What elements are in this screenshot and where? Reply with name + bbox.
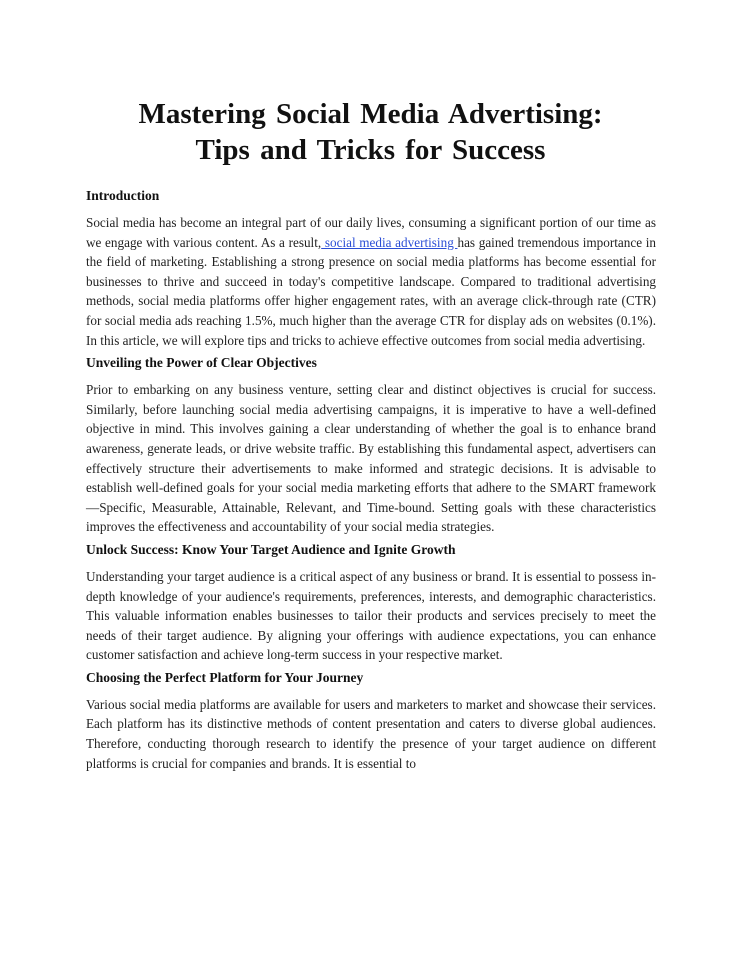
section-heading-introduction: Introduction xyxy=(86,188,160,203)
section-heading-platform: Choosing the Perfect Platform for Your Journey xyxy=(86,669,364,685)
intro-text-before-link: Social media has become an integral part of our daily lives, consuming a significant portion of our time as we engage with various content. As a result, xyxy=(86,215,656,250)
title-line-2: Tips and Tricks for Success xyxy=(195,134,546,166)
page-title xyxy=(60,96,681,168)
title-line-1: Mastering Social Media Advertising: xyxy=(138,98,603,130)
introduction-paragraph xyxy=(86,213,656,350)
target-audience-paragraph: Understanding your target audience is a critical aspect of any business or brand. It is essential to possess in-depth knowledge of your audience's requirements, preferences, interests, and demographic characteristics. This valuable information enables businesses to tailor their products and services precisely to meet the needs of their target audience. By aligning your offerings with audience expectations, you can enhance customer satisfaction and achieve long-term success in your respective market. xyxy=(86,568,656,663)
objectives-paragraph: Prior to embarking on any business venture, setting clear and distinct objectives is crucial for success. Similarly, before launching social media advertising campaigns, it is imperative to have a well-defined objective in mind. This involves gaining a clear understanding of whether the goal is to enhance brand awareness, generate leads, or drive website traffic. By establishing this fundamental aspect, advertisers can effectively structure their advertisements to make informed and strategic decisions. It is advisable to establish well-defined goals for your social media marketing efforts that adhere to the SMART framework—Specific, Measurable, Attainable, Relevant, and Time-bound. Setting goals with these characteristics improves the effectiveness and accountability of your social media strategies. xyxy=(86,382,656,535)
section-heading-objectives: Unveiling the Power of Clear Objectives xyxy=(86,355,317,371)
article-body xyxy=(86,186,656,773)
intro-text-after-link: has gained tremendous importance in the field of marketing. Establishing a strong presence on social media platforms has become essential for businesses to thrive and succeed in today's competitive landscape. Compared to traditional advertising methods, social media platforms offer higher engagement rates, with an average click-through rate (CTR) for social media ads reaching 1.5%, much higher than the average CTR for display ads on websites (0.1%). In this article, we will explore tips and tricks to achieve effective outcomes from social media advertising. xyxy=(86,234,656,348)
social-media-advertising-link[interactable]: social media advertising xyxy=(321,234,458,250)
platform-paragraph: Various social media platforms are available for users and marketers to market and showcase their services. Each platform has its distinctive methods of content presentation and caters to diverse global audiences. Therefore, conducting thorough research to identify the presence of your target audience on different platforms is crucial for companies and brands. It is essential to xyxy=(86,696,656,771)
section-heading-target-audience: Unlock Success: Know Your Target Audience and Ignite Growth xyxy=(86,541,456,557)
